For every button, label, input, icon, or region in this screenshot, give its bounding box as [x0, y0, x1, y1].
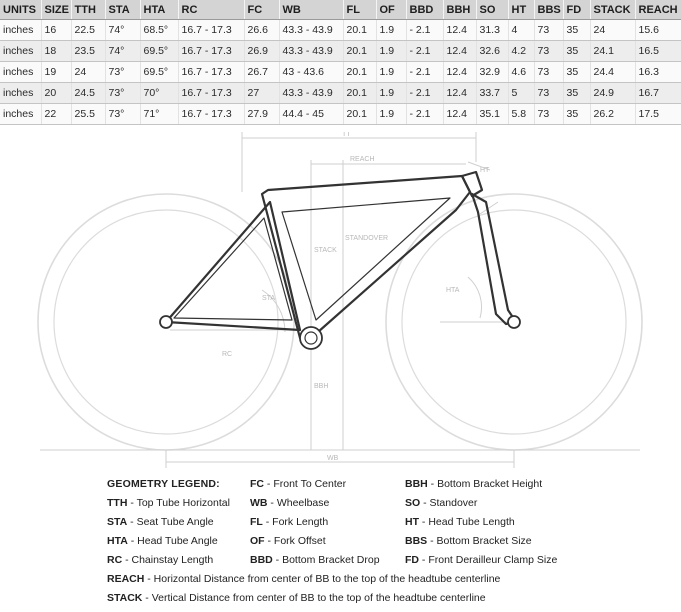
bike-frame: [166, 172, 516, 338]
table-row: [0, 104, 681, 125]
column-header-size: SIZE: [41, 0, 71, 20]
table-cell: 26.9: [244, 41, 279, 62]
geometry-table: [0, 0, 681, 125]
table-cell: 22: [41, 104, 71, 125]
table-cell: inches: [0, 41, 41, 62]
table-cell: 73: [534, 20, 563, 41]
legend-item-tth: TTH - Top Tube Horizontal: [107, 497, 230, 509]
table-cell: 24.5: [71, 83, 105, 104]
table-cell: 16.7 - 17.3: [178, 41, 244, 62]
table-cell: 24: [590, 20, 635, 41]
table-cell: 18: [41, 41, 71, 62]
legend-item-rc: RC - Chainstay Length: [107, 554, 214, 566]
dimension-lines: [40, 132, 640, 468]
table-cell: 19: [41, 62, 71, 83]
table-cell: 15.6: [635, 20, 681, 41]
table-cell: - 2.1: [406, 20, 443, 41]
column-header-rc: RC: [178, 0, 244, 20]
table-cell: inches: [0, 83, 41, 104]
legend-item-fc: FC - Front To Center: [250, 478, 347, 490]
table-cell: 25.5: [71, 104, 105, 125]
table-cell: 12.4: [443, 104, 476, 125]
table-cell: 32.9: [476, 62, 508, 83]
standover-label: STANDOVER: [345, 235, 389, 242]
column-header-tth: TTH: [71, 0, 105, 20]
legend-item-of: OF - Fork Offset: [250, 535, 326, 547]
table-cell: inches: [0, 104, 41, 125]
table-cell: 73: [534, 41, 563, 62]
table-cell: 73: [534, 104, 563, 125]
bike-geometry-diagram: [0, 132, 681, 474]
column-header-so: SO: [476, 0, 508, 20]
table-cell: 16.7 - 17.3: [178, 20, 244, 41]
column-header-bbd: BBD: [406, 0, 443, 20]
legend-item-ht: HT - Head Tube Length: [405, 516, 515, 528]
table-cell: 73°: [105, 104, 140, 125]
table-cell: 5.8: [508, 104, 534, 125]
wb-label: WB: [327, 455, 339, 462]
table-cell: 35: [563, 20, 590, 41]
column-header-wb: WB: [279, 0, 343, 20]
legend-item-reach: REACH - Horizontal Distance from center of BB to the top of the headtube centerline: [107, 573, 501, 585]
table-cell: 20.1: [343, 62, 376, 83]
column-header-of: OF: [376, 0, 406, 20]
column-header-bbh: BBH: [443, 0, 476, 20]
table-cell: 5: [508, 83, 534, 104]
legend-item-fl: FL - Fork Length: [250, 516, 329, 528]
table-cell: 35.1: [476, 104, 508, 125]
legend-item-sta: STA - Seat Tube Angle: [107, 516, 214, 528]
table-cell: 35: [563, 104, 590, 125]
table-cell: 43.3 - 43.9: [279, 41, 343, 62]
table-row: [0, 41, 681, 62]
table-cell: 27.9: [244, 104, 279, 125]
column-header-fc: FC: [244, 0, 279, 20]
sta-label: STA: [262, 295, 276, 302]
table-cell: 32.6: [476, 41, 508, 62]
table-cell: 69.5°: [140, 62, 178, 83]
table-cell: 69.5°: [140, 41, 178, 62]
legend-item-wb: WB - Wheelbase: [250, 497, 330, 509]
table-cell: - 2.1: [406, 41, 443, 62]
table-cell: 26.2: [590, 104, 635, 125]
table-cell: 1.9: [376, 20, 406, 41]
table-cell: 43 - 43.6: [279, 62, 343, 83]
table-cell: 22.5: [71, 20, 105, 41]
legend-item-bbs: BBS - Bottom Bracket Size: [405, 535, 532, 547]
table-cell: 44.4 - 45: [279, 104, 343, 125]
geometry-legend: [0, 476, 681, 612]
legend-item-fd: FD - Front Derailleur Clamp Size: [405, 554, 558, 566]
table-cell: 20.1: [343, 104, 376, 125]
column-header-stack: STACK: [590, 0, 635, 20]
table-cell: 16.7: [635, 83, 681, 104]
rc-label: RC: [222, 351, 233, 358]
table-cell: 16.7 - 17.3: [178, 104, 244, 125]
table-cell: 43.3 - 43.9: [279, 83, 343, 104]
table-cell: - 2.1: [406, 62, 443, 83]
table-cell: 73: [534, 62, 563, 83]
column-header-units: UNITS: [0, 0, 41, 20]
table-cell: 20.1: [343, 20, 376, 41]
table-cell: 35: [563, 83, 590, 104]
table-cell: 4.6: [508, 62, 534, 83]
table-cell: inches: [0, 20, 41, 41]
table-row: [0, 20, 681, 41]
table-cell: 73°: [105, 83, 140, 104]
table-cell: 12.4: [443, 20, 476, 41]
table-row: [0, 62, 681, 83]
table-cell: 70°: [140, 83, 178, 104]
table-cell: inches: [0, 62, 41, 83]
column-header-bbs: BBS: [534, 0, 563, 20]
table-cell: 4: [508, 20, 534, 41]
ht-label: HT: [480, 167, 490, 174]
table-cell: 71°: [140, 104, 178, 125]
table-cell: 73: [534, 83, 563, 104]
table-cell: 24.9: [590, 83, 635, 104]
table-cell: 1.9: [376, 41, 406, 62]
table-cell: 16.5: [635, 41, 681, 62]
table-header-row: [0, 0, 681, 20]
column-header-fl: FL: [343, 0, 376, 20]
legend-item-stack: STACK - Vertical Distance from center of BB to the top of the headtube centerline: [107, 592, 486, 604]
dropouts-and-bb: [160, 316, 520, 349]
table-cell: 16.3: [635, 62, 681, 83]
column-header-ht: HT: [508, 0, 534, 20]
column-header-sta: STA: [105, 0, 140, 20]
column-header-fd: FD: [563, 0, 590, 20]
table-cell: 23.5: [71, 41, 105, 62]
table-cell: 12.4: [443, 83, 476, 104]
table-cell: 16.7 - 17.3: [178, 83, 244, 104]
hta-label: HTA: [446, 287, 460, 294]
table-cell: 26.6: [244, 20, 279, 41]
table-cell: 1.9: [376, 83, 406, 104]
table-cell: 35: [563, 62, 590, 83]
table-cell: 31.3: [476, 20, 508, 41]
legend-item-so: SO - Standover: [405, 497, 478, 509]
table-cell: - 2.1: [406, 83, 443, 104]
legend-item-bbd: BBD - Bottom Bracket Drop: [250, 554, 380, 566]
table-cell: 24.4: [590, 62, 635, 83]
table-cell: 26.7: [244, 62, 279, 83]
table-cell: 1.9: [376, 62, 406, 83]
stack-label: STACK: [314, 247, 337, 254]
table-cell: 16.7 - 17.3: [178, 62, 244, 83]
legend-item-hta: HTA - Head Tube Angle: [107, 535, 218, 547]
table-cell: 73°: [105, 62, 140, 83]
table-cell: 24.1: [590, 41, 635, 62]
table-cell: 17.5: [635, 104, 681, 125]
table-cell: 20.1: [343, 41, 376, 62]
legend-title: GEOMETRY LEGEND:: [107, 478, 220, 490]
table-cell: 33.7: [476, 83, 508, 104]
table-row: [0, 83, 681, 104]
table-cell: 16: [41, 20, 71, 41]
table-cell: - 2.1: [406, 104, 443, 125]
table-cell: 74°: [105, 20, 140, 41]
legend-item-bbh: BBH - Bottom Bracket Height: [405, 478, 543, 490]
table-cell: 4.2: [508, 41, 534, 62]
table-cell: 74°: [105, 41, 140, 62]
table-cell: 20.1: [343, 83, 376, 104]
column-header-hta: HTA: [140, 0, 178, 20]
table-cell: 20: [41, 83, 71, 104]
column-header-reach: REACH: [635, 0, 681, 20]
reach-label: REACH: [350, 156, 375, 163]
bbh-label: BBH: [314, 383, 329, 390]
table-cell: 35: [563, 41, 590, 62]
table-cell: 27: [244, 83, 279, 104]
table-cell: 43.3 - 43.9: [279, 20, 343, 41]
table-cell: 1.9: [376, 104, 406, 125]
table-cell: 12.4: [443, 62, 476, 83]
table-cell: 24: [71, 62, 105, 83]
table-cell: 68.5°: [140, 20, 178, 41]
tt-label: TT: [342, 132, 351, 138]
table-cell: 12.4: [443, 41, 476, 62]
